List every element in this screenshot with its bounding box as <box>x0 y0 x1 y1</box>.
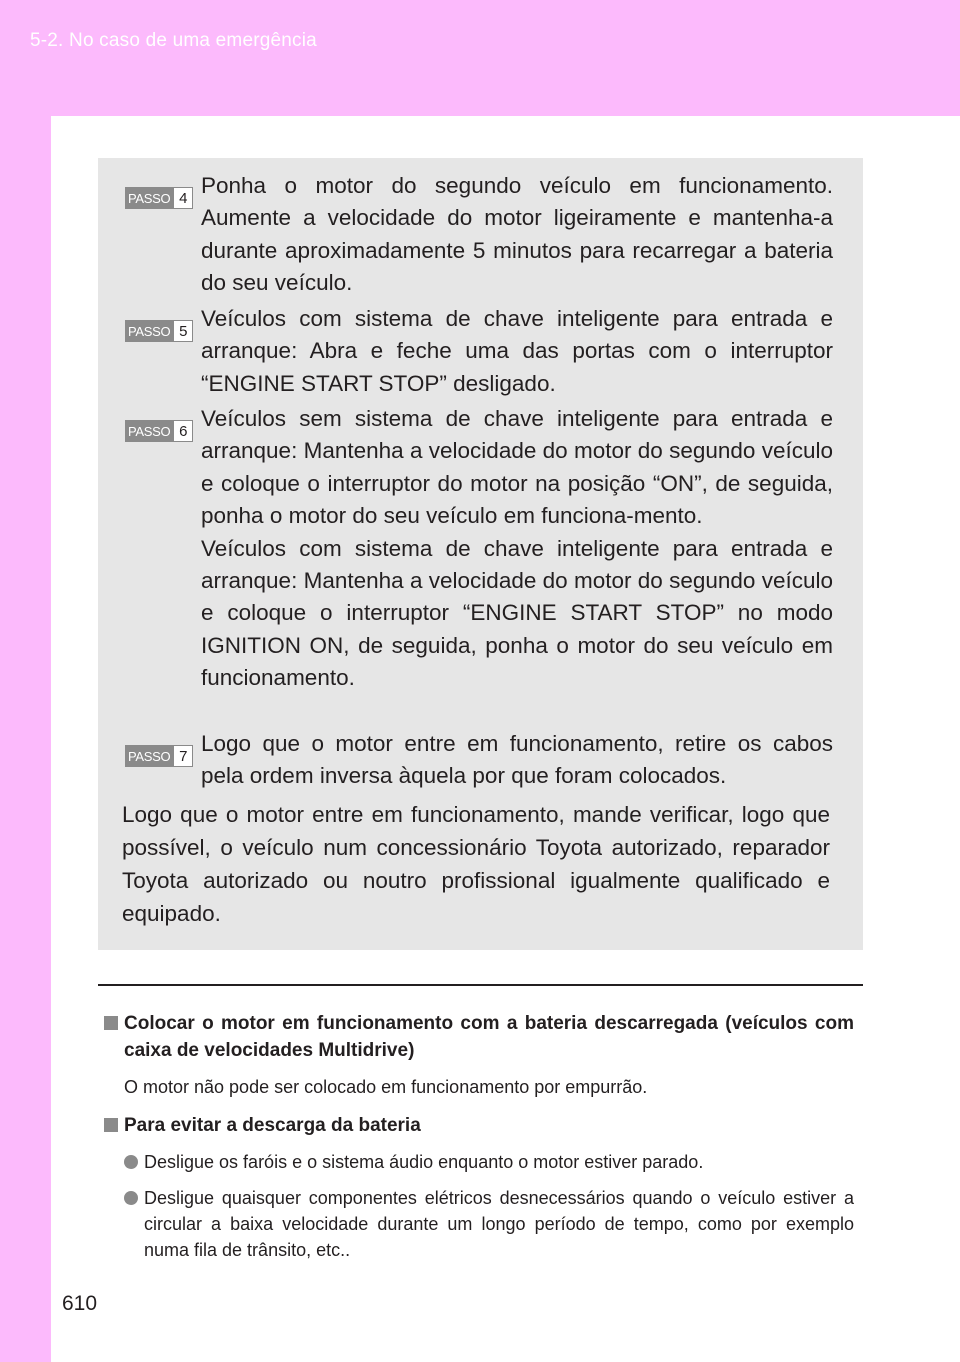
step-badge-label: PASSO <box>125 420 173 442</box>
step-badge-label: PASSO <box>125 745 173 767</box>
step-badge-number: 7 <box>173 745 193 767</box>
square-bullet-icon <box>104 1118 118 1132</box>
chapter-header <box>0 0 960 116</box>
step-text: Ponha o motor do segundo veículo em funcionamento. Aumente a velocidade do motor ligeiramente e mantenha-a durante aproximadamente 5 minutos para recarregar a bateria do seu veículo. <box>201 173 833 296</box>
step-7 <box>125 728 833 793</box>
list-item <box>124 1185 854 1263</box>
notes-section <box>104 1010 854 1263</box>
section-divider <box>98 984 863 986</box>
circle-bullet-icon <box>124 1155 138 1169</box>
note-heading <box>104 1010 854 1064</box>
step-text-continued: Veículos com sistema de chave inteligente para entrada e arranque: Mantenha a velocidade do motor do segundo veículo e coloque o interruptor “ENGINE START STOP” no modo IGNITION ON, de seguida, ponha o motor do seu veículo em funcionamento. <box>201 535 833 691</box>
step-badge-number: 5 <box>173 320 193 342</box>
note-heading <box>104 1112 854 1139</box>
step-badge-label: PASSO <box>125 187 173 209</box>
step-text: Logo que o motor entre em funcionamento, retire os cabos pela ordem inversa àquela por que foram colocados. <box>201 731 833 789</box>
page-number: 610 <box>62 1292 98 1315</box>
step-badge-number: 6 <box>173 420 193 442</box>
chapter-title: 5-2. No caso de uma emergência <box>30 30 317 51</box>
step-text: Veículos com sistema de chave inteligente para entrada e arranque: Abra e feche uma das portas com o interruptor “ENGINE START STOP” desligado. <box>201 306 833 396</box>
step-badge <box>125 187 193 209</box>
note-body: O motor não pode ser colocado em funcionamento por empurrão. <box>124 1077 648 1097</box>
closing-paragraph: Logo que o motor entre em funcionamento, mande verificar, logo que possível, o veículo num concessionário Toyota autorizado, reparador Toyota autorizado ou noutro profissional igualmente qualificado e equipado. <box>122 802 830 926</box>
step-badge <box>125 420 193 442</box>
list-item-text: Desligue os faróis e o sistema áudio enquanto o motor estiver parado. <box>144 1152 704 1172</box>
note-heading-text: Colocar o motor em funcionamento com a bateria descarregada (veículos com caixa de velocidades Multidrive) <box>124 1013 854 1061</box>
step-5 <box>125 303 833 400</box>
step-text: Veículos sem sistema de chave inteligente para entrada e arranque: Mantenha a velocidade do motor do segundo veículo e coloque o interruptor do motor na posição “ON”, de seguida, ponha o motor do seu veículo em funciona-mento. <box>201 406 833 529</box>
square-bullet-icon <box>104 1016 118 1030</box>
chapter-sidebar-band <box>0 116 51 1362</box>
step-badge <box>125 745 193 767</box>
step-badge <box>125 320 193 342</box>
step-4 <box>125 170 833 300</box>
note-heading-text: Para evitar a descarga da bateria <box>124 1115 421 1136</box>
list-item <box>124 1149 854 1175</box>
step-badge-label: PASSO <box>125 320 173 342</box>
steps-box <box>98 158 863 950</box>
circle-bullet-icon <box>124 1191 138 1205</box>
list-item-text: Desligue quaisquer componentes elétricos desnecessários quando o veículo estiver a circular a baixa velocidade durante um longo período de tempo, como por exemplo numa fila de trânsito, etc.. <box>144 1188 854 1260</box>
step-6 <box>125 403 833 695</box>
step-badge-number: 4 <box>173 187 193 209</box>
